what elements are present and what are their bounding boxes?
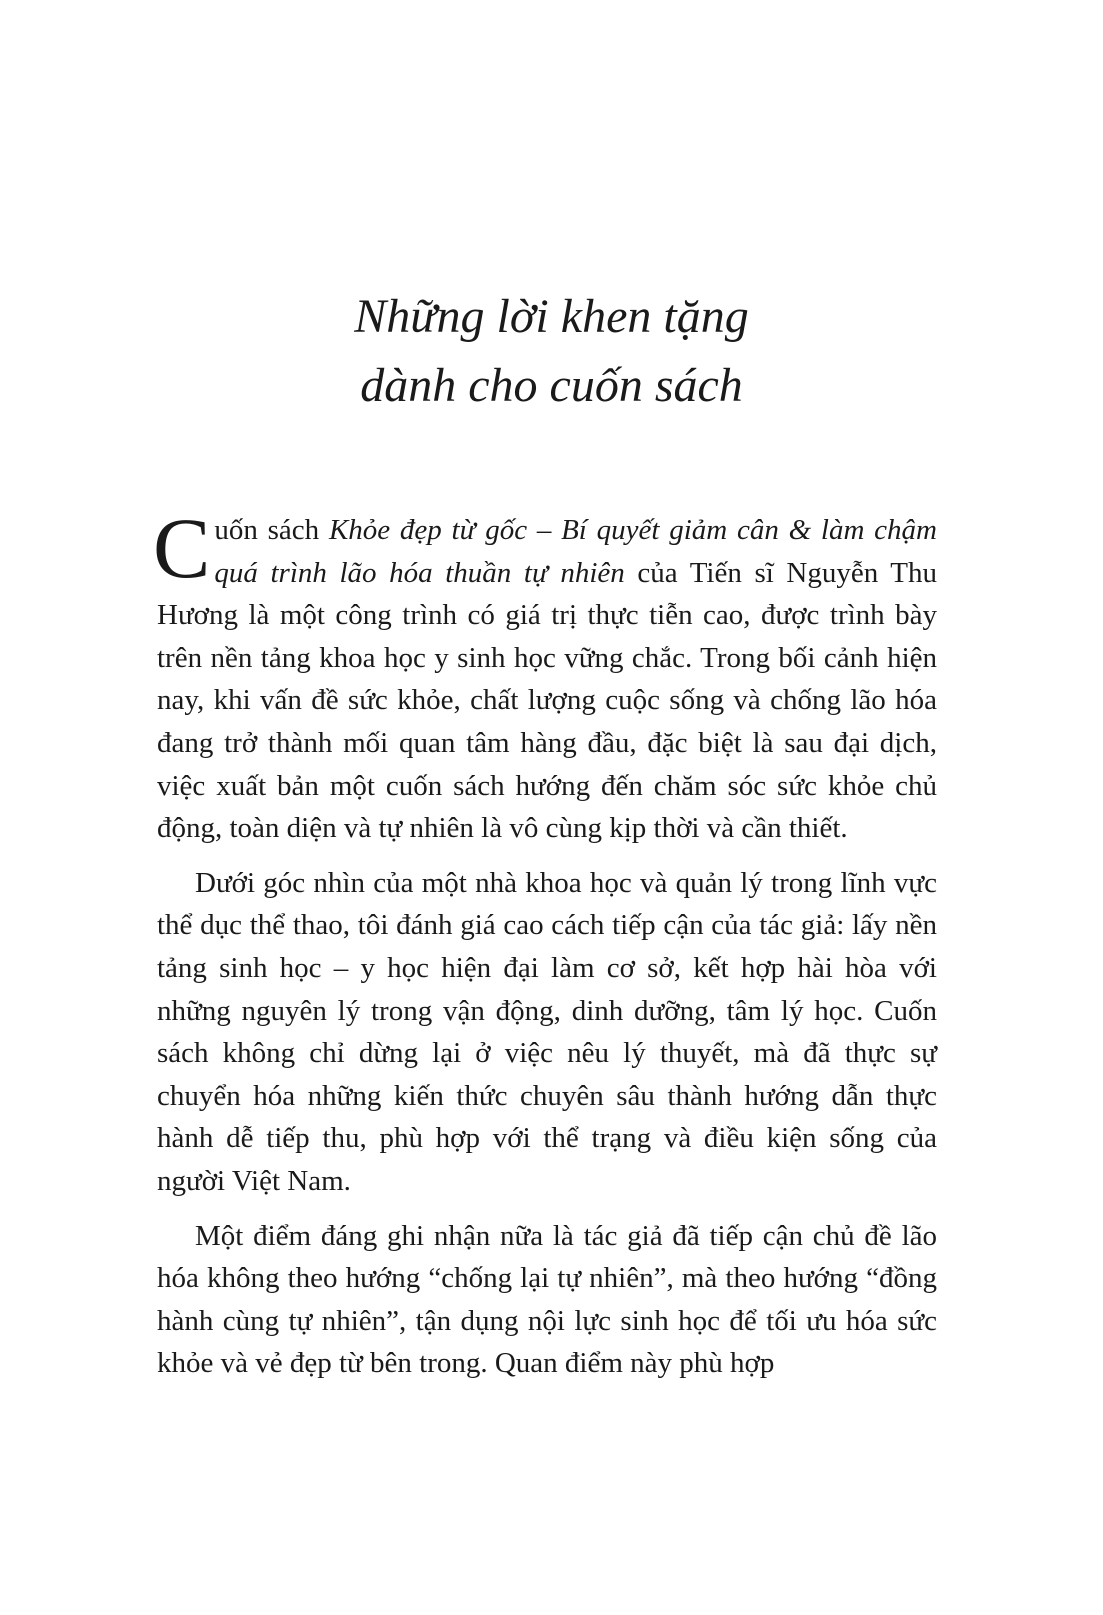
paragraph-1-rest: của Tiến sĩ Nguyễn Thu Hương là một công trình có giá trị thực tiễn cao, được trình bày trên nền tảng khoa học y sinh học vững chắc. Trong bối cảnh hiện nay, khi vấn đề sức khỏe, chất lượng cuộc sống và chống lão hóa đang trở thành mối quan tâm hàng đầu, đặc biệt là sau đại dịch, việc xuất bản một cuốn sách hướng đến chăm sóc sức khỏe chủ động, toàn diện và tự nhiên là vô cùng kịp thời và cần thiết. (157, 556, 937, 845)
body-text (153, 500, 937, 1397)
title-line-2: dành cho cuốn sách (360, 359, 743, 412)
book-title-italic: Khỏe đẹp từ gốc – Bí quyết giảm cân & làm chậm quá trình lão hóa thuần tự nhiên (214, 514, 937, 589)
drop-cap: C (153, 500, 211, 596)
page-title (0, 282, 1103, 420)
paragraph-3: Một điểm đáng ghi nhận nữa là tác giả đã tiếp cận chủ đề lão hóa không theo hướng “chống lại tự nhiên”, mà theo hướng “đồng hành cùng tự nhiên”, tận dụng nội lực sinh học để tối ưu hóa sức khỏe và vẻ đẹp từ bên trong. Quan điểm này phù hợp (157, 1219, 937, 1380)
paragraph-2: Dưới góc nhìn của một nhà khoa học và quản lý trong lĩnh vực thể dục thể thao, tôi đánh giá cao cách tiếp cận của tác giả: lấy nền tảng sinh học – y học hiện đại làm cơ sở, kết hợp hài hòa với những nguyên lý trong vận động, dinh dưỡng, tâm lý học. Cuốn sách không chỉ dừng lại ở việc nêu lý thuyết, mà đã thực sự chuyển hóa những kiến thức chuyên sâu thành hướng dẫn thực hành dễ tiếp thu, phù hợp với thể trạng và điều kiện sống của người Việt Nam. (157, 866, 937, 1197)
title-line-1: Những lời khen tặng (354, 290, 749, 343)
paragraph-1-lead: uốn sách (214, 514, 329, 546)
paragraph-1 (153, 500, 937, 850)
